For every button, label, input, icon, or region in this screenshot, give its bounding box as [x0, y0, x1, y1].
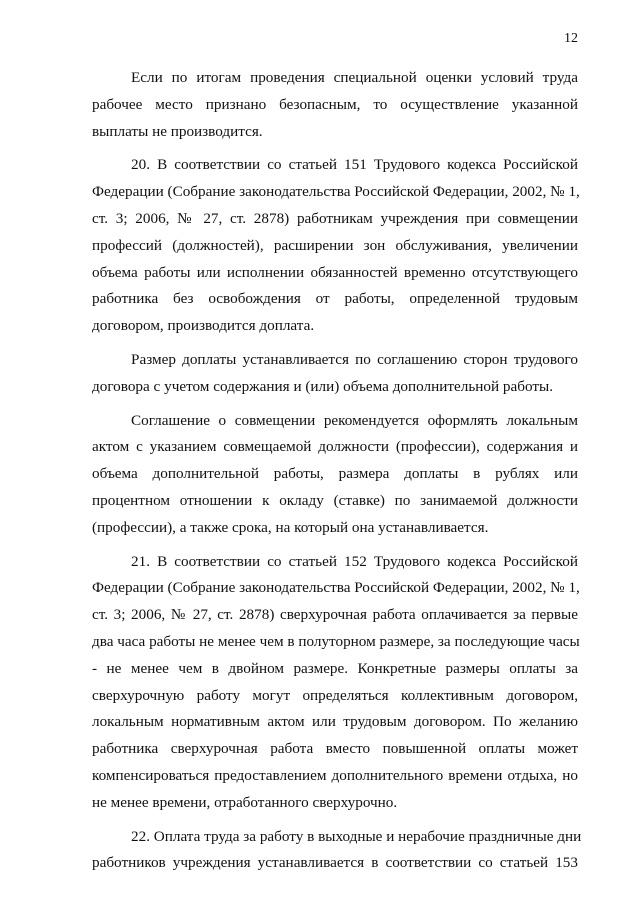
- text-line: рабочее место признано безопасным, то осуществление указанной: [92, 95, 578, 113]
- text-line: сверхурочную работу могут определяться коллективным договором,: [92, 686, 578, 704]
- text-line: договора с учетом содержания и (или) объема дополнительной работы.: [92, 377, 553, 395]
- text-line: локальным нормативным актом или трудовым договором. По желанию: [92, 713, 578, 731]
- text-line: объема дополнительной работы, размера доплаты в рублях или: [92, 465, 578, 483]
- text-line: 22. Оплата труда за работу в выходные и нерабочие праздничные дни: [131, 827, 582, 845]
- text-line: выплаты не производится.: [92, 122, 263, 140]
- text-line: объема работы или исполнении обязанностей временно отсутствующего: [92, 263, 578, 281]
- text-line: ст. 3; 2006, № 27, ст. 2878) работникам учреждения при совмещении: [92, 209, 578, 227]
- paragraph: [92, 347, 578, 401]
- page-number: 12: [564, 31, 578, 46]
- paragraph-item-21: [92, 549, 578, 817]
- paragraph-item-20: [92, 152, 578, 340]
- text-line: Федерации (Собрание законодательства Российской Федерации, 2002, № 1,: [92, 183, 580, 201]
- text-line: актом с указанием совмещаемой должности (профессии), содержания и: [92, 438, 578, 456]
- text-line: (профессии), а также срока, на который она устанавливается.: [92, 518, 489, 536]
- text-line: два часа работы не менее чем в полуторном размере, за последующие часы: [92, 632, 580, 650]
- text-line: Если по итогам проведения специальной оценки условий труда: [131, 69, 578, 86]
- text-line: Размер доплаты устанавливается по соглашению сторон трудового: [131, 350, 578, 368]
- text-line: договором, производится доплата.: [92, 317, 315, 335]
- text-line: не менее времени, отработанного сверхурочно.: [92, 793, 398, 811]
- document-body: [92, 65, 582, 884]
- paragraph-item-22: [92, 824, 582, 878]
- text-line: - не менее чем в двойном размере. Конкретные размеры оплаты за: [92, 659, 578, 677]
- text-line: компенсироваться предоставлением дополнительного времени отдыха, но: [92, 766, 578, 784]
- paragraph: [92, 65, 578, 145]
- text-line: работника без освобождения от работы, определенной трудовым: [92, 290, 578, 308]
- paragraph: [92, 408, 578, 542]
- text-line: ст. 3; 2006, № 27, ст. 2878) сверхурочная работа оплачивается за первые: [92, 606, 578, 624]
- text-line: 20. В соответствии со статьей 151 Трудового кодекса Российской: [131, 156, 578, 174]
- text-line: работников учреждения устанавливается в соответствии со статьей 153: [92, 854, 578, 872]
- text-line: Федерации (Собрание законодательства Российской Федерации, 2002, № 1,: [92, 579, 580, 597]
- text-line: профессий (должностей), расширении зон обслуживания, увеличении: [92, 236, 578, 254]
- text-line: процентном отношении к окладу (ставке) по занимаемой должности: [92, 491, 578, 509]
- text-line: 21. В соответствии со статьей 152 Трудового кодекса Российской: [131, 552, 578, 570]
- text-line: Соглашение о совмещении рекомендуется оформлять локальным: [131, 411, 578, 429]
- text-line: работника сверхурочная работа вместо повышенной оплаты может: [92, 740, 578, 758]
